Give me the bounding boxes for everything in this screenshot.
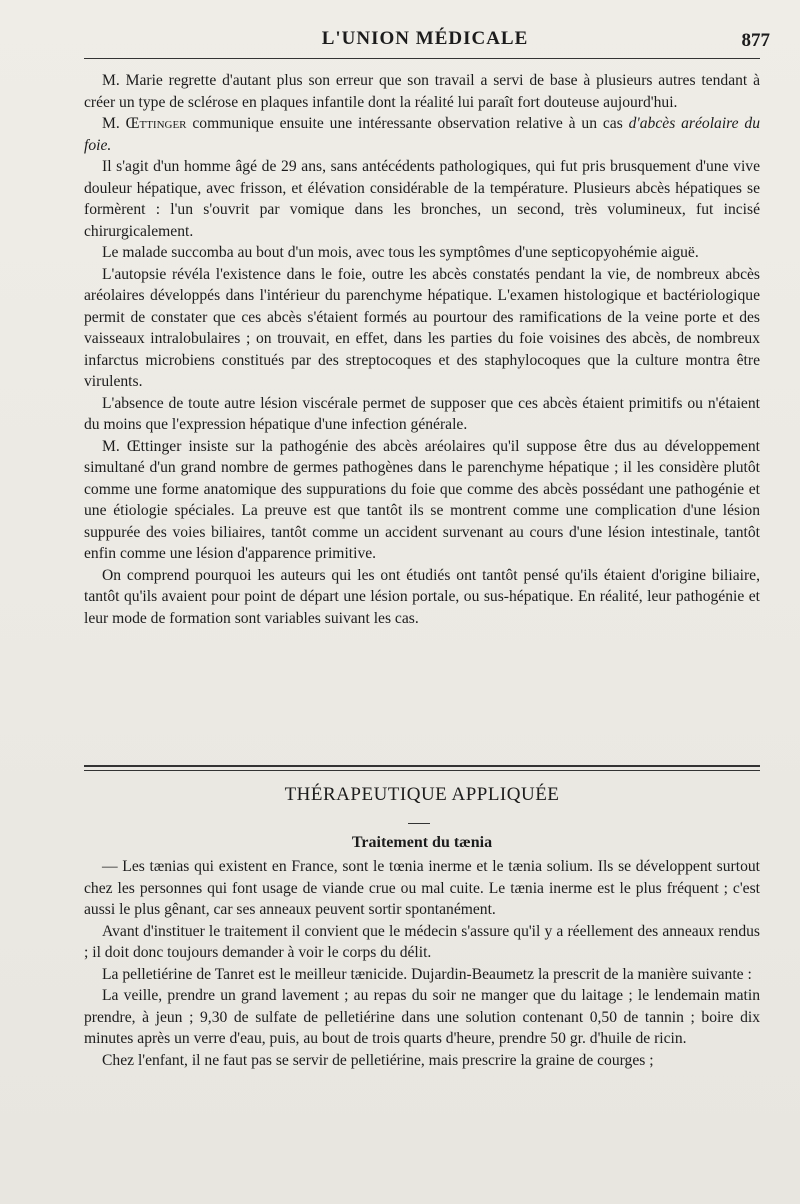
case-title: d'abcès aréolaire du foie. xyxy=(84,115,761,154)
paragraph: La pelletiérine de Tanret est le meilleur tænicide. Dujardin-Beaumetz la prescrit de la manière suivante : xyxy=(102,965,752,983)
author-name: M. Œttinger xyxy=(102,115,187,132)
paragraph: — Les tænias qui existent en France, sont le tœnia inerme et le tænia solium. Ils se développent surtout chez les personnes qui font usage de viande crue ou mal cuite. Le tænia inerme est le plus fréquent ; c'est aussi le plus gênant, car ses anneaux peuvent sortir spontanément. xyxy=(84,858,760,918)
running-head xyxy=(80,28,770,54)
article-body-bottom xyxy=(84,856,760,1071)
header-rule xyxy=(84,58,760,59)
section-title: THÉRAPEUTIQUE APPLIQUÉE xyxy=(284,784,560,805)
article-title: Traitement du tænia xyxy=(351,834,493,851)
paragraph: M. Marie regrette d'autant plus son erreur que son travail a servi de base à plusieurs autres tendant à créer un type de sclérose en plaques infantile dont la réalité lui paraît fort douteuse aujourd'hui. xyxy=(84,72,760,111)
journal-title: L'UNION MÉDICALE xyxy=(321,28,529,49)
paragraph: M. Œttinger insiste sur la pathogénie des abcès aréolaires qu'il suppose être dus au développement simultané d'un grand nombre de germes pathogènes dans le parenchyme hépatique ; il les considère plutôt comme une forme anatomique des suppurations du foie que comme des abcès possédant une pathogénie et une étiologie spéciales. La preuve est que tantôt ils se montrent comme une complication d'une lésion suppurée des voies biliaires, tantôt comme un accident survenant au cours d'une lésion intestinale, tantôt enfin comme une lésion d'apparence primitive. xyxy=(84,437,760,562)
section-divider xyxy=(84,765,760,771)
paragraph: Chez l'enfant, il ne faut pas se servir de pelletiérine, mais prescrire la graine de courges ; xyxy=(102,1051,654,1069)
paragraph-text: communique ensuite une intéressante observation relative à un cas xyxy=(186,115,629,132)
paragraph: L'absence de toute autre lésion viscérale permet de supposer que ces abcès étaient primitifs ou n'étaient du moins que l'expression hépatique d'une infection générale. xyxy=(84,394,760,433)
paragraph: On comprend pourquoi les auteurs qui les ont étudiés ont tantôt pensé qu'ils étaient d'origine biliaire, tantôt qu'ils avaient pour point de départ une lésion portale, ou sus-hépatique. En réalité, leur pathogénie et leur mode de formation sont variables suivant les cas. xyxy=(84,566,760,627)
title-rule xyxy=(408,823,430,824)
paragraph: Le malade succomba au bout d'un mois, avec tous les symptômes d'une septicopyohémie aiguë. xyxy=(102,244,699,261)
paragraph: La veille, prendre un grand lavement ; au repas du soir ne manger que du laitage ; le lendemain matin prendre, à jeun ; 9,30 de sulfate de pelletiérine dans une solution contenant 0,50 de tannin ; boire dix minutes après un verre d'eau, puis, au bout de trois quarts d'heure, prendre 50 gr. d'huile de ricin. xyxy=(84,987,760,1047)
paragraph: L'autopsie révéla l'existence dans le foie, outre les abcès constatés pendant la vie, de nombreux abcès aréolaires développés dans l'intérieur du parenchyme hépatique. L'examen histologique et bactériologique permit de constater que ces abcès s'étaient formés au pourtour des ramifications de la veine porte et des vaisseaux intralobulaires ; on trouvait, en effet, dans les parties du foie voisines des abcès, de nombreux infarctus microbiens constitués par des streptocoques et des staphylocoques que la culture montra être virulents. xyxy=(84,265,760,390)
paragraph: Il s'agit d'un homme âgé de 29 ans, sans antécédents pathologiques, qui fut pris brusquement d'une vive douleur hépatique, avec frisson, et élévation considérable de la température. Plusieurs abcès hépatiques se formèrent : l'un s'ouvrit par vomique dans les bronches, un second, très volumineux, fut incisé chirurgicalement. xyxy=(84,158,760,240)
article-body-top xyxy=(84,70,760,629)
paragraph: Avant d'instituer le traitement il convient que le médecin s'assure qu'il y a réellement des anneaux rendus ; il doit donc toujours demander à voir le corps du délit. xyxy=(84,922,760,961)
page-number: 877 xyxy=(741,30,770,51)
paragraph xyxy=(84,113,760,156)
